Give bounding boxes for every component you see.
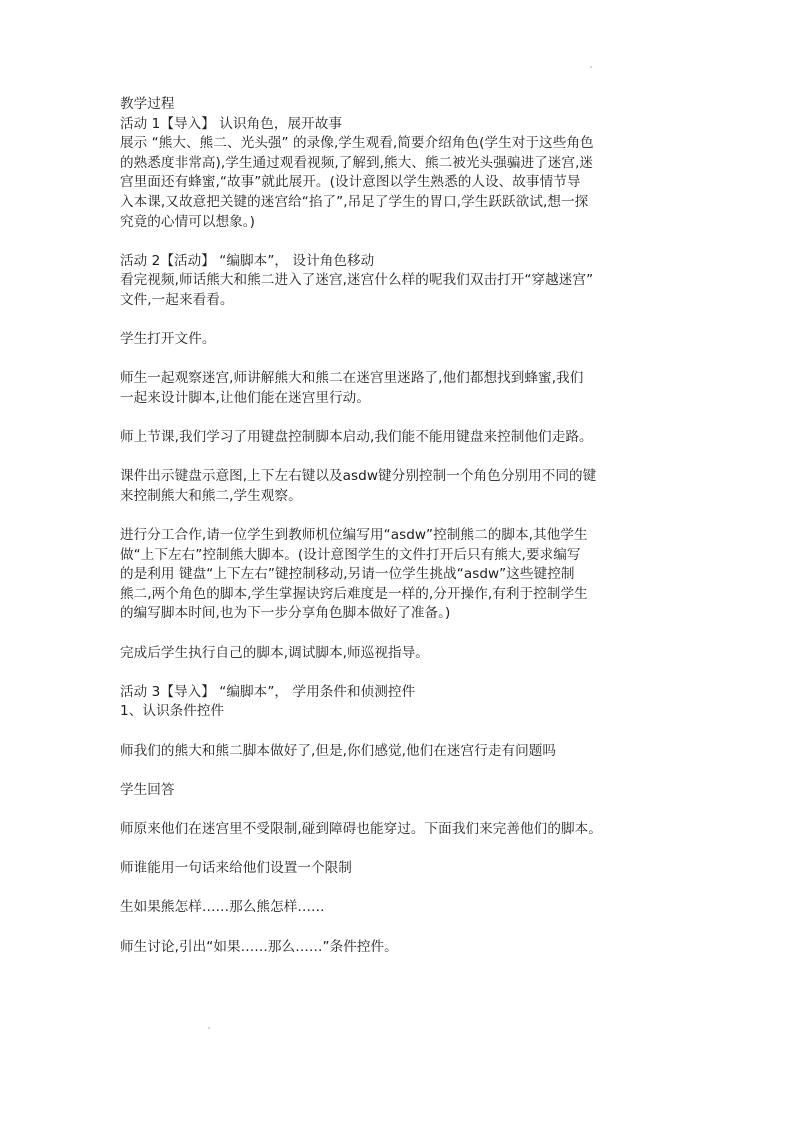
text-line: 师谁能用一句话来给他们设置一个限制 (120, 860, 352, 877)
blank-line (120, 624, 680, 644)
text-line: 展示 “熊大、熊二、光头强” 的录像,学生观看,简要介绍角色(学生对于这些角色 (120, 135, 594, 152)
text-line: 做“上下左右”控制熊大脚本。(设计意图学生的文件打开后只有熊大,要求编写 (120, 546, 581, 563)
text-line: 师我们的熊大和熊二脚本做好了,但是,你们感觉,他们在迷宫行走有问题吗 (120, 742, 557, 759)
document-body (120, 95, 680, 957)
text-line: 活动 1【导入】 认识角色，展开故事 (120, 115, 343, 132)
text-line: 完成后学生执行自己的脚本,调试脚本,师巡视指导。 (120, 644, 429, 661)
text-line: 来控制熊大和熊二,学生观察。 (120, 487, 302, 504)
blank-line (120, 918, 680, 938)
text-line: 师生一起观察迷宫,师讲解熊大和熊二在迷宫里迷路了,他们都想找到蜂蜜,我们 (120, 370, 584, 387)
text-line: 一起来设计脚本,让他们能在迷宫里行动。 (120, 389, 370, 406)
text-line: 熊二,两个角色的脚本,学生掌握诀窍后难度是一样的,分开操作,有利于控制学生 (120, 585, 588, 602)
blank-line (120, 311, 680, 331)
text-line: 生如果熊怎样……那么熊怎样…… (120, 899, 325, 916)
blank-line (120, 350, 680, 370)
text-line: 宫里面还有蜂蜜,“故事”就此展开。(设计意图以学生熟悉的人设、故事情节导 (120, 174, 581, 191)
blank-line (120, 800, 680, 820)
text-line: 看完视频,师话熊大和熊二进入了迷宫,迷宫什么样的呢我们双击打开“穿越迷宫” (120, 272, 594, 289)
blank-line (120, 506, 680, 526)
text-line: 教学过程 (120, 96, 175, 112)
blank-line (120, 409, 680, 429)
text-line: 活动 3【导入】 “编脚本”， 学用条件和侦测控件 (120, 683, 416, 700)
blank-line (120, 879, 680, 899)
text-line: 的是利用 键盘“上下左右”键控制移动,另请一位学生挑战“asdw”这些键控制 (120, 566, 575, 583)
blank-line (120, 232, 680, 252)
blank-line (120, 448, 680, 468)
text-line: 进行分工合作,请一位学生到教师机位编写用“asdw”控制熊二的脚本,其他学生 (120, 527, 588, 544)
scan-speck (590, 66, 592, 68)
text-line: 师原来他们在迷宫里不受限制,碰到障碍也能穿过。下面我们来完善他们的脚本。 (120, 820, 602, 837)
blank-line (120, 663, 680, 683)
text-line: 师生讨论,引出“如果……那么……”条件控件。 (120, 938, 398, 955)
text-line: 入本课,又故意把关键的迷宫给“掐了”,吊足了学生的胃口,学生跃跃欲试,想一探 (120, 193, 589, 210)
text-line: 文件,一起来看看。 (120, 291, 234, 308)
text-line: 的编写脚本时间,也为下一步分享角色脚本做好了准备。) (120, 605, 451, 622)
text-line: 课件出示键盘示意图,上下左右键以及asdw键分别控制一个角色分别用不同的键 (120, 468, 597, 485)
text-line: 1、认识条件控件 (120, 703, 225, 720)
text-line: 活动 2【活动】 “编脚本”， 设计角色移动 (120, 252, 375, 269)
text-line: 学生打开文件。 (120, 331, 216, 348)
blank-line (120, 722, 680, 742)
text-line: 学生回答 (120, 781, 175, 798)
blank-line (120, 840, 680, 860)
text-line: 的熟悉度非常高),学生通过观看视频,了解到,熊大、熊二被光头强骗进了迷宫,迷 (120, 154, 594, 171)
blank-line (120, 761, 680, 781)
text-line: 师上节课,我们学习了用键盘控制脚本启动,我们能不能用键盘来控制他们走路。 (120, 429, 593, 446)
scan-speck (208, 1027, 210, 1029)
text-line: 究竟的心情可以想象。) (120, 213, 255, 230)
